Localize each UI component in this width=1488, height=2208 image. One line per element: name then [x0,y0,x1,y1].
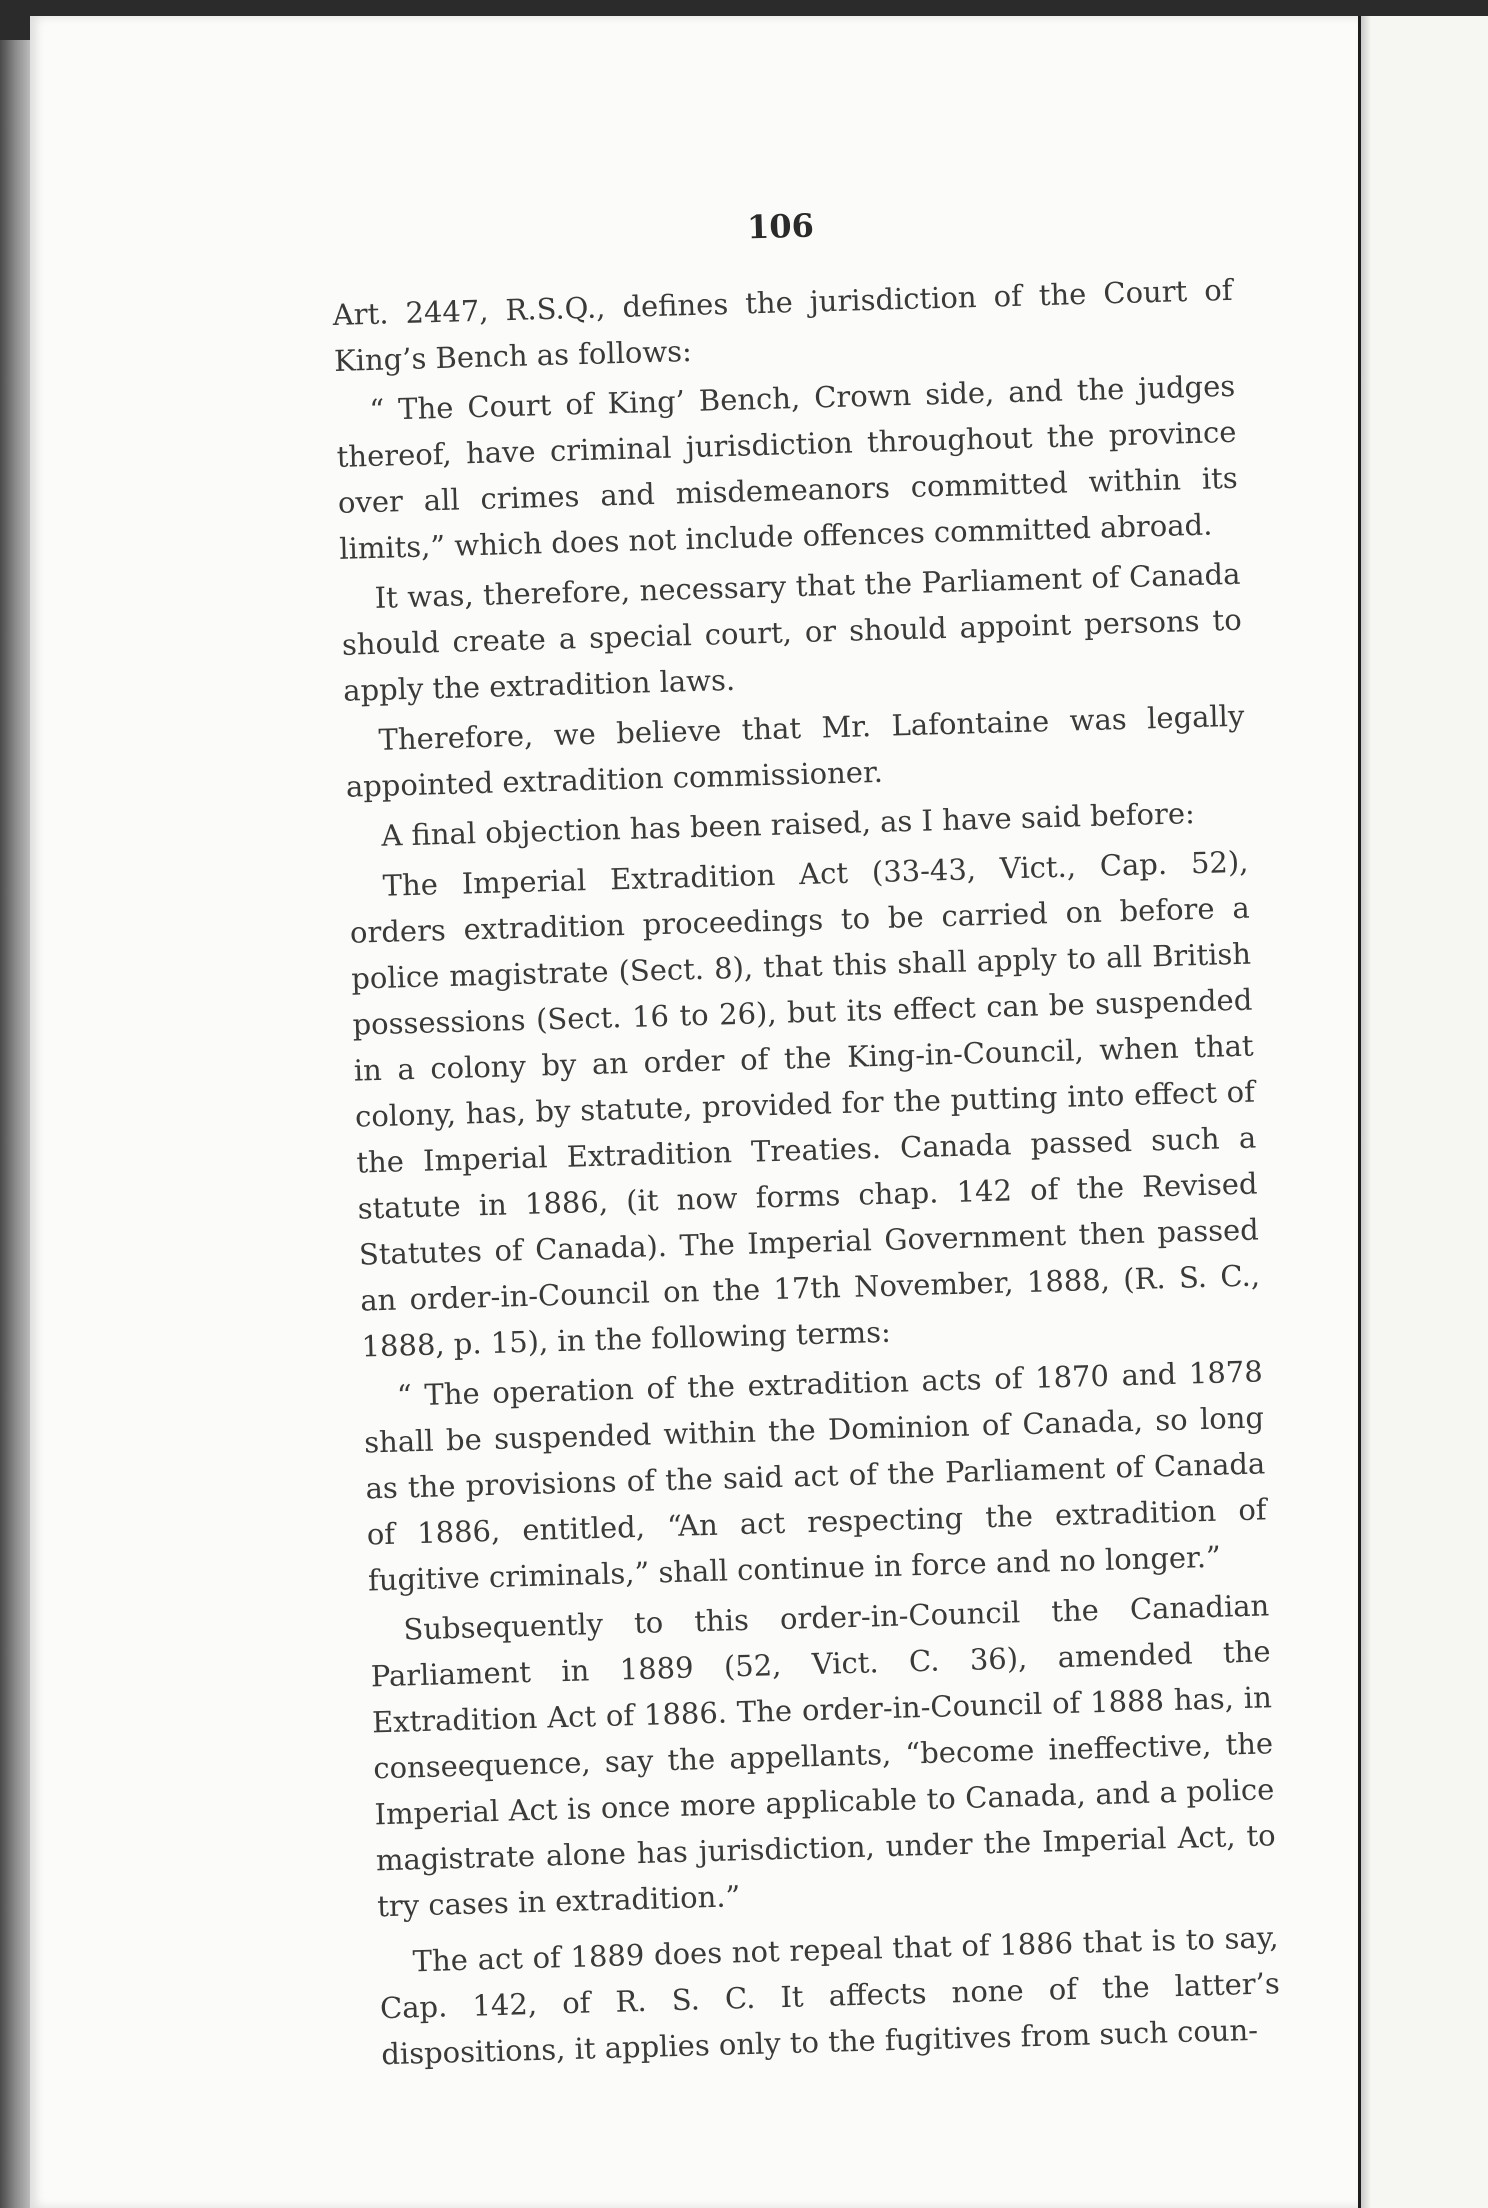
paragraph-imperial-extradition-act: The Imperial Extradition Act (33-43, Vict., Cap. 52), orders extradition proceedings to be carried on before a police magistrate (Sect. 8), that this shall apply to all British possessions (Sect. 16 to 26), but its effect can be suspended in a colony by an order of the King-in-Council, when that colony, has, by statute, provided for the putting into effect of the Imperial Extradition Treaties. Canada passed such a statute in 1886, (it now forms chap. 142 of the Revised Statutes of Canada). The Imperial Government then passed an order-in-Council on the 17th November, 1888, (R. S. C., 1888, p. 15), in the following terms: [349,844,1261,1364]
paragraph-quote-court-kings-bench: “ The Court of King’ Bench, Crown side, and the judges thereof, have criminal jurisdiction throughout the province over all crimes and misdemeanors committed within its limits,” which does not include offences committed abroad. [336,368,1239,566]
book-spine-edge [0,40,34,2208]
paragraph-act-of-1889: The act of 1889 does not repeal that of 1886 that is to say, Cap. 142, of R. S. C. It affects none of the latter’s dispositions, it applies only to the fugitives from such coun- [379,1920,1281,2072]
paragraph-final-objection: A final objection has been raised, as I have said before: [380,796,1196,853]
page-106 [30,16,1358,2208]
gutter-shadow [1361,16,1371,2208]
page-number: 106 [746,206,815,247]
paragraph-quote-operation-extradition-acts: “ The operation of the extradition acts of 1870 and 1878 shall be suspended within the Dominion of Canada, so long as the provisions of the said act of the Parliament of Canada of 1886, entitled, “An act respecting the extradition of fugitive criminals,” shall continue in force and no longer.” [363,1354,1267,1598]
paragraph-parliament-of-canada: It was, therefore, necessary that the Parliament of Canada should create a special court, or should appoint persons to apply the extradition laws. [341,556,1243,708]
facing-page-edge [1358,16,1488,2208]
paragraph-subsequently: Subsequently to this order-in-Council the Canadian Parliament in 1889 (52, Vict. C. 36), amended the Extradition Act of 1886. The order-in-Council of 1888 has, in conseequence, say the appellants, “become ineffective, the Imperial Act is once more applicable to Canada, and a police magistrate alone has jurisdiction, under the Imperial Act, to try cases in extradition.” [370,1588,1277,1924]
paragraph-art-2447: Art. 2447, R.S.Q., defines the jurisdiction of the Court of King’s Bench as follows: [332,272,1233,378]
paragraph-lafontaine: Therefore, we believe that Mr. Lafontaine was legally appointed extradition commissioner. [345,698,1245,804]
page-text [330,191,1282,2081]
